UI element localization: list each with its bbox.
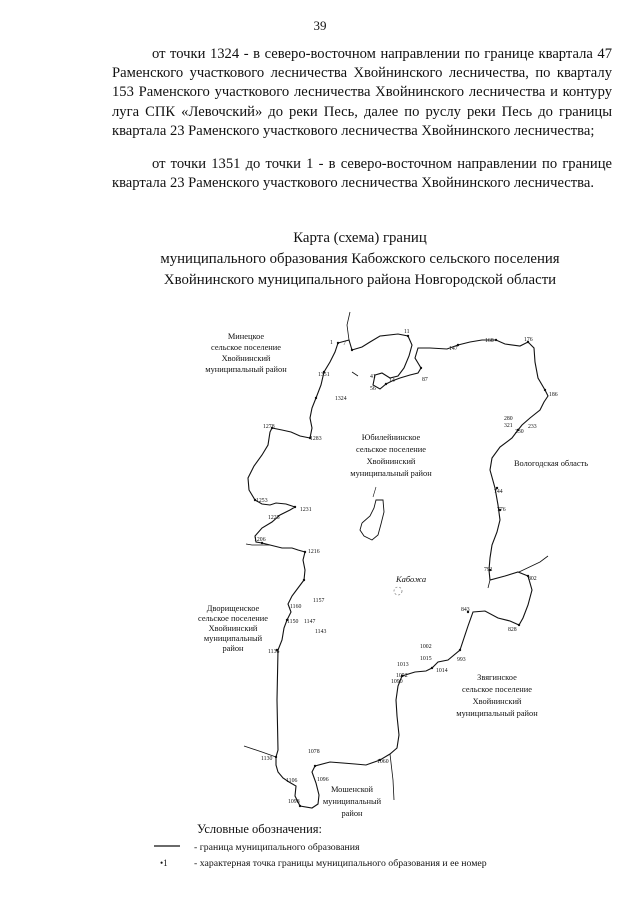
legend-point-mark: •1 (160, 858, 168, 868)
point-label: 7 (343, 341, 346, 347)
point-label: 168 (485, 338, 494, 344)
point-label: 233 (528, 424, 537, 430)
point-label: 791 (484, 567, 493, 573)
region-label: муниципальный район (350, 469, 432, 478)
page-number: 39 (313, 18, 327, 33)
point-label: 147 (449, 346, 458, 352)
point-label: 1160 (290, 604, 302, 610)
region-label: район (222, 644, 244, 653)
point-label: 1150 (287, 619, 299, 625)
region-label: сельское поселение (211, 343, 281, 352)
point-label: 186 (549, 392, 558, 398)
point-label: 56 (370, 386, 376, 392)
region-label: Вологодская область (513, 459, 589, 468)
region-label: муниципальный район (205, 365, 287, 374)
point-label: 744 (494, 489, 503, 495)
point-label: 1098 (288, 799, 300, 805)
region-label: сельское поселение (356, 445, 426, 454)
paragraph-1: от точки 1324 - в северо-восточном направлении по границе квартала 47 Раменского участкового лесничества Хвойнинского лесничества, по кварталу 153 Раменского участкового лесничества Хвойнинского лесничества и контуру луга СПК «Левочский» до реки Песь, далее по руслу реки Песь до границы квартала 23 Раменского участкового лесничества Хвойнинского лесничества; (112, 46, 612, 139)
region-label: муниципальный район (456, 709, 538, 718)
boundary-line (248, 334, 548, 808)
point-label: 1231 (300, 507, 312, 513)
region-label: Дворищенское (206, 604, 260, 613)
point-label: 280 (504, 416, 513, 422)
region-label: муниципальный (322, 797, 382, 806)
region-label: Хвойнинский (472, 697, 522, 706)
point-label: 87 (422, 377, 428, 383)
point-label: 1090 (391, 679, 403, 685)
point-label: 1002 (420, 644, 432, 650)
point-label: 1157 (313, 598, 325, 604)
point-label: 1015 (420, 656, 432, 662)
point-label: 41 (370, 374, 376, 380)
point-label: 1013 (397, 662, 409, 668)
legend-title: Условные обозначения: (197, 822, 323, 836)
map-title-line-2: муниципального образования Кабожского сельского поселения (160, 251, 560, 267)
point-label: 1 (330, 340, 333, 346)
point-label: 1136 (268, 649, 280, 655)
point-label: 1253 (256, 498, 268, 504)
point-label: 828 (508, 627, 517, 633)
region-label: Звягинское (477, 673, 517, 682)
region-label: сельское поселение (198, 614, 268, 623)
point-label: 1096 (317, 777, 329, 783)
point-label: 1278 (263, 424, 275, 430)
point-label: 802 (528, 576, 537, 582)
point-label: 1014 (436, 668, 448, 674)
map-title-line-3: Хвойнинского муниципального района Новгородской области (163, 272, 557, 288)
point-label: 321 (504, 423, 513, 429)
region-label: Минецкое (227, 332, 265, 341)
legend-line-text: - граница муниципального образования (194, 842, 360, 853)
region-label: Хвойнинский (208, 624, 258, 633)
point-label: 14 (389, 378, 395, 384)
point-label: 776 (497, 507, 506, 513)
point-label: 993 (457, 657, 466, 663)
point-label: 11 (404, 329, 410, 335)
region-label: Хвойнинский (221, 354, 271, 363)
region-label: Юбилейнинское (361, 433, 421, 442)
region-label: сельское поселение (462, 685, 532, 694)
point-label: 1130 (261, 756, 273, 762)
paragraph-2: от точки 1351 до точки 1 - в северо-восточном направлении по границе квартала 23 Раменского участкового лесничества Хвойнинского лесничества. (112, 156, 612, 192)
point-label: 1143 (315, 629, 327, 635)
point-label: 1078 (308, 749, 320, 755)
point-label: 843 (461, 607, 470, 613)
point-label: 1147 (304, 619, 316, 625)
point-label: 176 (524, 337, 533, 343)
point-label: 1052 (396, 673, 408, 679)
region-label: муниципальный (203, 634, 263, 643)
point-label: 1206 (254, 537, 266, 543)
point-label: 1351 (318, 372, 330, 378)
point-label: 1106 (286, 778, 298, 784)
point-label: 1216 (308, 549, 320, 555)
legend-point-text: - характерная точка границы муниципального образования и ее номер (194, 858, 487, 869)
point-label: 1225 (268, 515, 280, 521)
region-label: Хвойнинский (366, 457, 416, 466)
point-label: 1324 (335, 396, 347, 402)
point-label: 330 (515, 429, 524, 435)
point-label: 1283 (310, 436, 322, 442)
point-label: 1060 (377, 759, 389, 765)
region-label: Мошенской (330, 785, 374, 794)
settlement-label: Кабожа (396, 574, 427, 584)
region-label: район (341, 809, 363, 818)
map-title-line-1: Карта (схема) границ (293, 230, 427, 246)
